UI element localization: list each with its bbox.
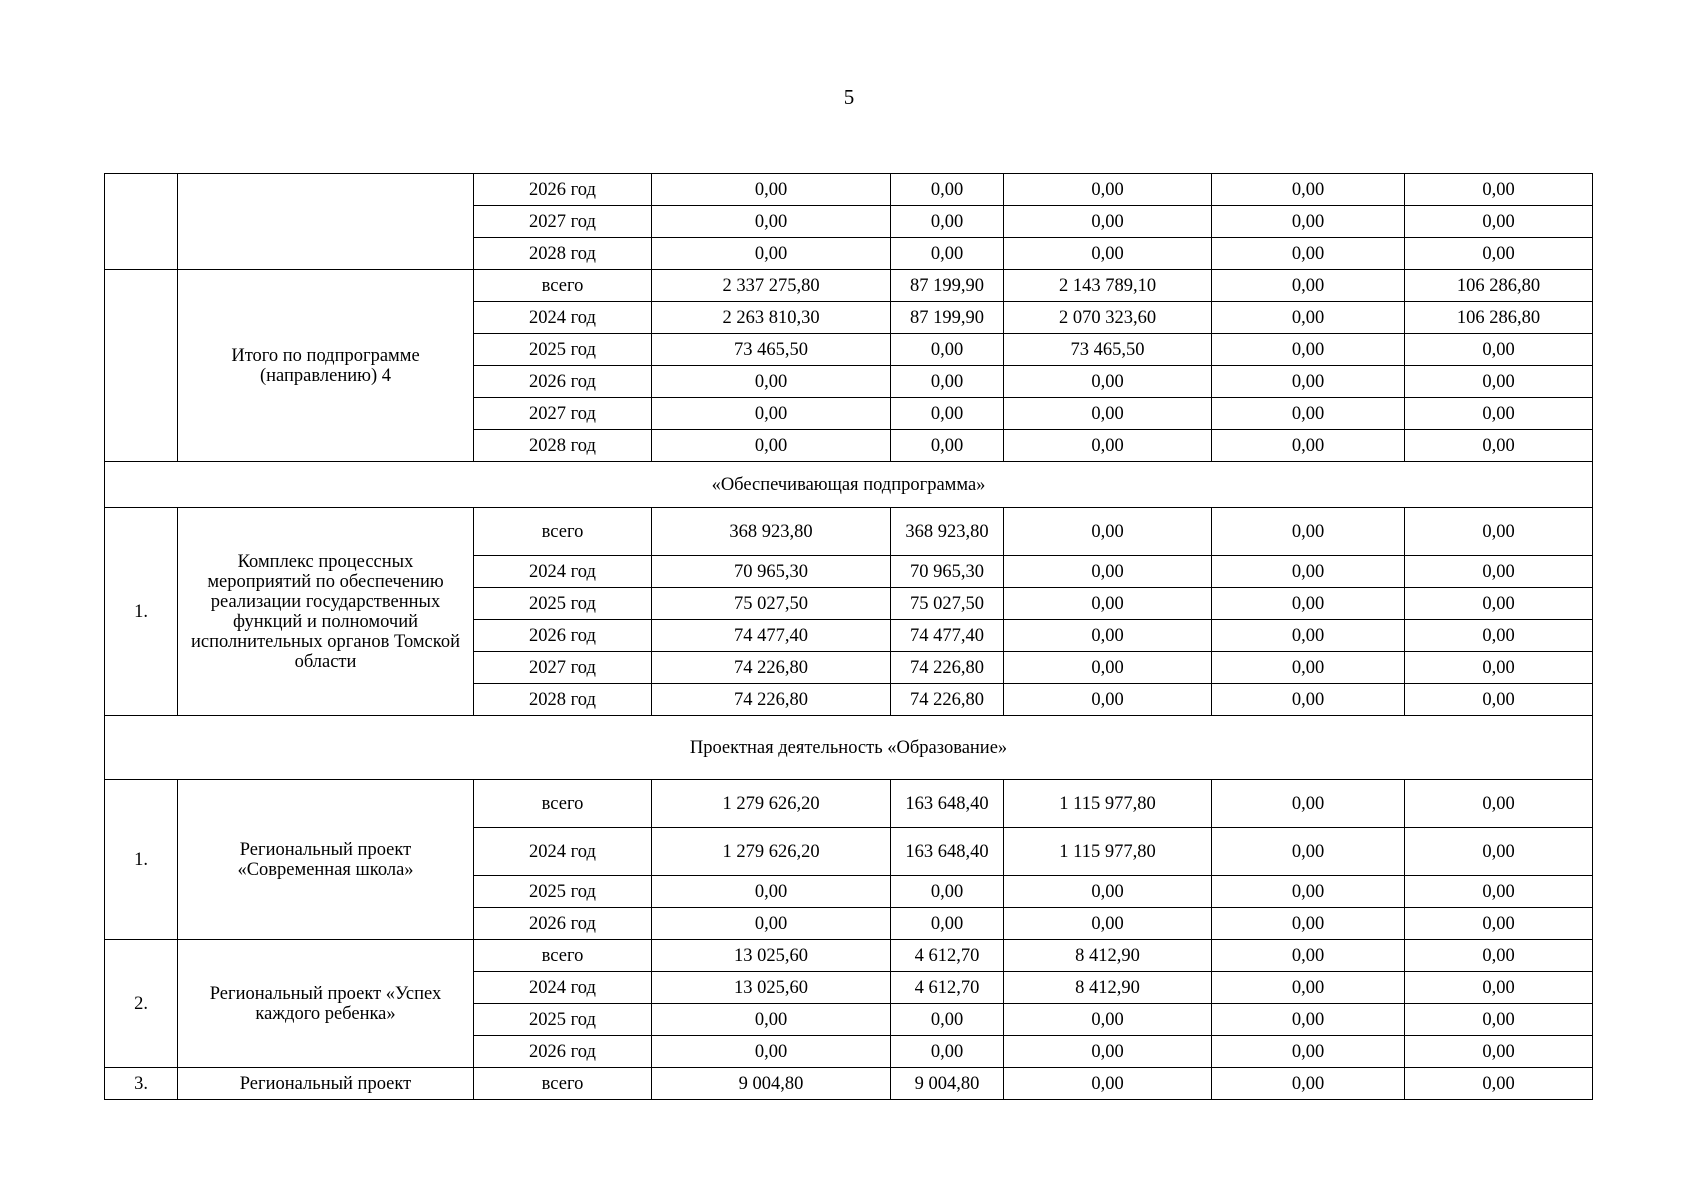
amount-cell: 0,00 (891, 398, 1004, 430)
amount-cell: 0,00 (1405, 876, 1593, 908)
amount-cell: 0,00 (1212, 972, 1405, 1004)
amount-cell: 0,00 (1212, 780, 1405, 828)
amount-cell: 75 027,50 (891, 588, 1004, 620)
amount-cell: 0,00 (1212, 588, 1405, 620)
amount-cell: 0,00 (891, 206, 1004, 238)
amount-cell: 0,00 (1212, 334, 1405, 366)
amount-cell: 73 465,50 (1004, 334, 1212, 366)
budget-table (104, 173, 1593, 1100)
amount-cell: 0,00 (1405, 1036, 1593, 1068)
amount-cell: 8 412,90 (1004, 940, 1212, 972)
amount-cell: 4 612,70 (891, 972, 1004, 1004)
amount-cell: 0,00 (652, 908, 891, 940)
amount-cell: 13 025,60 (652, 972, 891, 1004)
period-cell: 2028 год (474, 430, 652, 462)
amount-cell: 0,00 (1405, 508, 1593, 556)
amount-cell: 74 226,80 (891, 652, 1004, 684)
table-row (105, 270, 1593, 302)
amount-cell: 0,00 (1212, 652, 1405, 684)
item-number: 2. (105, 940, 178, 1068)
amount-cell: 0,00 (1405, 908, 1593, 940)
amount-cell: 0,00 (652, 398, 891, 430)
amount-cell: 0,00 (1405, 940, 1593, 972)
amount-cell: 0,00 (891, 238, 1004, 270)
amount-cell: 0,00 (1212, 1068, 1405, 1100)
amount-cell: 0,00 (1004, 876, 1212, 908)
amount-cell: 0,00 (1004, 174, 1212, 206)
amount-cell: 0,00 (891, 1036, 1004, 1068)
amount-cell: 13 025,60 (652, 940, 891, 972)
amount-cell: 0,00 (1212, 940, 1405, 972)
amount-cell: 163 648,40 (891, 828, 1004, 876)
item-name (178, 174, 474, 270)
period-cell: 2024 год (474, 972, 652, 1004)
amount-cell: 0,00 (1405, 398, 1593, 430)
amount-cell: 0,00 (1212, 270, 1405, 302)
amount-cell: 0,00 (1212, 684, 1405, 716)
amount-cell: 2 337 275,80 (652, 270, 891, 302)
amount-cell: 0,00 (1405, 1068, 1593, 1100)
amount-cell: 1 279 626,20 (652, 780, 891, 828)
amount-cell: 1 279 626,20 (652, 828, 891, 876)
amount-cell: 0,00 (1004, 1004, 1212, 1036)
amount-cell: 2 263 810,30 (652, 302, 891, 334)
amount-cell: 9 004,80 (652, 1068, 891, 1100)
amount-cell: 0,00 (1212, 908, 1405, 940)
item-number (105, 270, 178, 462)
section-row (105, 462, 1593, 508)
period-cell: 2025 год (474, 588, 652, 620)
period-cell: 2024 год (474, 302, 652, 334)
amount-cell: 0,00 (1405, 430, 1593, 462)
period-cell: всего (474, 508, 652, 556)
amount-cell: 0,00 (1212, 366, 1405, 398)
amount-cell: 0,00 (891, 1004, 1004, 1036)
amount-cell: 0,00 (652, 1004, 891, 1036)
amount-cell: 0,00 (1004, 556, 1212, 588)
amount-cell: 0,00 (891, 876, 1004, 908)
amount-cell: 0,00 (1004, 430, 1212, 462)
item-name: Комплекс процессных мероприятий по обеспечению реализации государственных функций и полномочий исполнительных органов Томской области (178, 508, 474, 716)
period-cell: всего (474, 1068, 652, 1100)
amount-cell: 9 004,80 (891, 1068, 1004, 1100)
amount-cell: 368 923,80 (652, 508, 891, 556)
amount-cell: 0,00 (891, 366, 1004, 398)
table-row (105, 508, 1593, 556)
amount-cell: 0,00 (1405, 620, 1593, 652)
amount-cell: 0,00 (1004, 684, 1212, 716)
amount-cell: 0,00 (1004, 588, 1212, 620)
amount-cell: 0,00 (652, 1036, 891, 1068)
amount-cell: 0,00 (1004, 620, 1212, 652)
table-row (105, 780, 1593, 828)
amount-cell: 0,00 (1212, 398, 1405, 430)
period-cell: всего (474, 940, 652, 972)
amount-cell: 0,00 (1212, 1036, 1405, 1068)
item-name: Региональный проект «Успех каждого ребенка» (178, 940, 474, 1068)
amount-cell: 0,00 (1405, 684, 1593, 716)
amount-cell: 106 286,80 (1405, 270, 1593, 302)
amount-cell: 0,00 (1405, 652, 1593, 684)
amount-cell: 368 923,80 (891, 508, 1004, 556)
amount-cell: 0,00 (1004, 652, 1212, 684)
amount-cell: 75 027,50 (652, 588, 891, 620)
amount-cell: 70 965,30 (891, 556, 1004, 588)
amount-cell: 74 226,80 (891, 684, 1004, 716)
amount-cell: 74 477,40 (652, 620, 891, 652)
amount-cell: 0,00 (652, 876, 891, 908)
amount-cell: 0,00 (652, 174, 891, 206)
amount-cell: 87 199,90 (891, 302, 1004, 334)
amount-cell: 0,00 (1405, 174, 1593, 206)
item-number: 1. (105, 508, 178, 716)
amount-cell: 0,00 (1405, 780, 1593, 828)
amount-cell: 0,00 (1212, 828, 1405, 876)
amount-cell: 0,00 (1004, 238, 1212, 270)
amount-cell: 0,00 (1004, 508, 1212, 556)
table-row (105, 1068, 1593, 1100)
table-row (105, 940, 1593, 972)
amount-cell: 106 286,80 (1405, 302, 1593, 334)
amount-cell: 1 115 977,80 (1004, 780, 1212, 828)
amount-cell: 0,00 (1212, 620, 1405, 652)
amount-cell: 0,00 (1004, 908, 1212, 940)
amount-cell: 0,00 (1004, 1068, 1212, 1100)
amount-cell: 0,00 (1004, 206, 1212, 238)
period-cell: 2026 год (474, 620, 652, 652)
amount-cell: 0,00 (1212, 556, 1405, 588)
amount-cell: 0,00 (652, 430, 891, 462)
period-cell: 2025 год (474, 876, 652, 908)
amount-cell: 74 477,40 (891, 620, 1004, 652)
amount-cell: 0,00 (1004, 398, 1212, 430)
period-cell: 2024 год (474, 556, 652, 588)
amount-cell: 0,00 (1212, 238, 1405, 270)
period-cell: 2026 год (474, 174, 652, 206)
period-cell: 2026 год (474, 908, 652, 940)
amount-cell: 70 965,30 (652, 556, 891, 588)
amount-cell: 0,00 (1004, 366, 1212, 398)
amount-cell: 73 465,50 (652, 334, 891, 366)
amount-cell: 2 070 323,60 (1004, 302, 1212, 334)
period-cell: 2025 год (474, 334, 652, 366)
amount-cell: 0,00 (1405, 588, 1593, 620)
section-row (105, 716, 1593, 780)
amount-cell: 74 226,80 (652, 684, 891, 716)
section-title: «Обеспечивающая подпрограмма» (105, 462, 1593, 508)
item-number (105, 174, 178, 270)
amount-cell: 0,00 (1405, 972, 1593, 1004)
amount-cell: 0,00 (1405, 366, 1593, 398)
amount-cell: 0,00 (652, 206, 891, 238)
amount-cell: 1 115 977,80 (1004, 828, 1212, 876)
amount-cell: 0,00 (1004, 1036, 1212, 1068)
period-cell: всего (474, 270, 652, 302)
amount-cell: 0,00 (1212, 1004, 1405, 1036)
amount-cell: 74 226,80 (652, 652, 891, 684)
period-cell: 2028 год (474, 238, 652, 270)
amount-cell: 0,00 (1212, 302, 1405, 334)
amount-cell: 8 412,90 (1004, 972, 1212, 1004)
amount-cell: 0,00 (1212, 430, 1405, 462)
period-cell: 2027 год (474, 206, 652, 238)
period-cell: 2027 год (474, 398, 652, 430)
page-number: 5 (843, 85, 855, 109)
amount-cell: 0,00 (1212, 206, 1405, 238)
amount-cell: 0,00 (652, 238, 891, 270)
amount-cell: 163 648,40 (891, 780, 1004, 828)
amount-cell: 0,00 (1405, 206, 1593, 238)
amount-cell: 0,00 (1212, 508, 1405, 556)
amount-cell: 0,00 (891, 174, 1004, 206)
table-row (105, 174, 1593, 206)
amount-cell: 0,00 (891, 334, 1004, 366)
amount-cell: 0,00 (1212, 876, 1405, 908)
amount-cell: 0,00 (1405, 1004, 1593, 1036)
period-cell: 2028 год (474, 684, 652, 716)
amount-cell: 0,00 (1405, 334, 1593, 366)
item-number: 3. (105, 1068, 178, 1100)
item-name: Региональный проект «Современная школа» (178, 780, 474, 940)
amount-cell: 0,00 (652, 366, 891, 398)
amount-cell: 87 199,90 (891, 270, 1004, 302)
period-cell: 2025 год (474, 1004, 652, 1036)
section-title: Проектная деятельность «Образование» (105, 716, 1593, 780)
item-number: 1. (105, 780, 178, 940)
period-cell: 2026 год (474, 366, 652, 398)
amount-cell: 0,00 (1212, 174, 1405, 206)
amount-cell: 0,00 (891, 430, 1004, 462)
period-cell: 2026 год (474, 1036, 652, 1068)
amount-cell: 0,00 (1405, 238, 1593, 270)
amount-cell: 0,00 (1405, 556, 1593, 588)
amount-cell: 0,00 (891, 908, 1004, 940)
amount-cell: 0,00 (1405, 828, 1593, 876)
period-cell: всего (474, 780, 652, 828)
amount-cell: 4 612,70 (891, 940, 1004, 972)
period-cell: 2024 год (474, 828, 652, 876)
item-name: Региональный проект (178, 1068, 474, 1100)
period-cell: 2027 год (474, 652, 652, 684)
item-name: Итого по подпрограмме (направлению) 4 (178, 270, 474, 462)
amount-cell: 2 143 789,10 (1004, 270, 1212, 302)
